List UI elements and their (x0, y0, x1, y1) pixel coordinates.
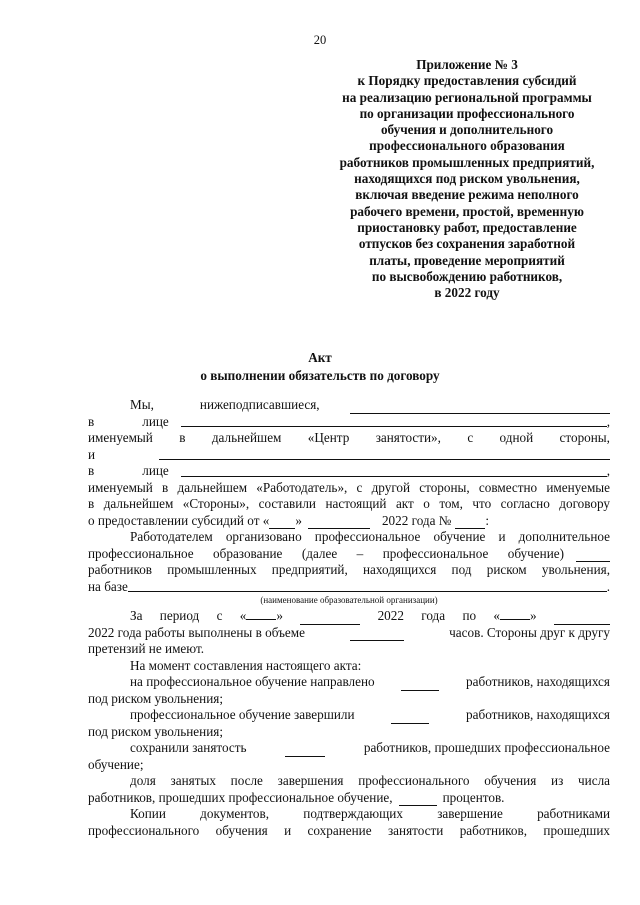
appendix-line: к Порядку предоставления субсидий (357, 73, 577, 89)
appendix-header (328, 57, 606, 301)
line-base: на базе . (88, 578, 610, 594)
hours-field[interactable] (350, 628, 404, 641)
line-education: обучение; (88, 756, 144, 772)
appendix-line: рабочего времени, простой, временную (350, 203, 584, 219)
appendix-line: Приложение № 3 (416, 57, 518, 72)
period-start-month-field[interactable] (300, 612, 360, 625)
contract-day-field[interactable] (269, 516, 295, 529)
period-end-month-field[interactable] (554, 612, 610, 625)
finished-count-field[interactable] (391, 711, 429, 724)
line-kept: сохранили занятость работников, прошедших профессиональное (130, 740, 610, 755)
line-employer: именуемый в дальнейшем «Работодатель», с другой стороны, совместно именуемые (88, 479, 610, 495)
line-no-claims: претензий не имеют. (88, 641, 205, 656)
page-number: 20 (313, 33, 327, 47)
appendix-line: приостановку работ, предоставление (357, 219, 577, 235)
period-end-day-field[interactable] (500, 607, 530, 620)
line-under-risk-1: под риском увольнения; (88, 690, 224, 706)
line-period: За период с « » 2022 года по « » (88, 608, 610, 625)
contract-month-field[interactable] (308, 516, 370, 529)
line-workers: работников промышленных предприятий, находящихся под риском увольнения, (88, 562, 610, 577)
line-organized: Работодателем организовано профессиональное обучение и дополнительное (130, 529, 610, 544)
workers-count-field[interactable] (576, 549, 610, 562)
representative-field-2[interactable] (181, 464, 607, 477)
organization-note: (наименование образовательной организации) (260, 595, 438, 605)
line-in-person-2: в лице , (88, 463, 610, 478)
appendix-line: работников промышленных предприятий, (339, 154, 595, 170)
appendix-line: в 2022 году (434, 285, 500, 301)
line-subsidy-contract: о предоставлении субсидий от « » 2022 года № : (88, 512, 490, 528)
line-under-risk-2: под риском увольнения; (88, 723, 224, 739)
appendix-line: отпусков без сохранения заработной (358, 236, 576, 252)
appendix-line: профессионального образования (369, 138, 565, 154)
appendix-line: платы, проведение мероприятий (369, 252, 565, 268)
line-in-person-1: в лице , (88, 413, 610, 429)
line-center-named: именуемый в дальнейшем «Центр занятости», с одной стороны, (88, 430, 610, 445)
employer-name-field[interactable] (159, 447, 610, 460)
act-title: Акт (308, 350, 332, 365)
appendix-line: обучения и дополнительного (380, 122, 554, 138)
signatories-field[interactable] (350, 401, 610, 414)
line-share: доля занятых после завершения профессионального обучения из числа (130, 773, 610, 788)
appendix-line: на реализацию региональной программы (342, 89, 592, 105)
line-finished: профессиональное обучение завершили работников, находящихся (130, 707, 610, 722)
share-percent-field[interactable] (399, 793, 437, 806)
line-signatories: Мы, нижеподписавшиеся, (88, 397, 610, 414)
line-works-volume: 2022 года работы выполнены в объеме часов. Стороны друг к другу (88, 624, 610, 640)
line-share-percent: работников, прошедших профессиональное обучение, процентов. (88, 789, 505, 805)
organization-field[interactable] (128, 579, 607, 592)
period-start-day-field[interactable] (246, 607, 276, 620)
representative-field-1[interactable] (181, 414, 607, 427)
appendix-line: включая введение режима неполного (355, 187, 579, 203)
line-sent: на профессиональное обучение направлено работников, находящихся (130, 674, 610, 689)
appendix-line: по высвобождению работников, (371, 268, 563, 284)
contract-number-field[interactable] (455, 516, 485, 529)
line-last: профессионального обучения и сохранение занятости работников, прошедших (88, 822, 610, 838)
act-body (88, 397, 610, 839)
line-and: и (88, 447, 610, 464)
line-parties: в дальнейшем «Стороны», составили настоящий акт о том, что согласно договору (88, 496, 610, 511)
line-prof-edu: профессиональное образование (далее – профессиональное обучение) (88, 546, 610, 563)
appendix-line: по организации профессионального (359, 105, 575, 121)
sent-count-field[interactable] (401, 678, 439, 691)
appendix-line: находящихся под риском увольнения, (354, 171, 580, 187)
act-subtitle: о выполнении обязательств по договору (200, 368, 440, 383)
kept-count-field[interactable] (285, 744, 325, 757)
line-at-moment: На момент составления настоящего акта: (130, 657, 362, 673)
line-copies: Копии документов, подтверждающих завершение работниками (130, 806, 610, 821)
